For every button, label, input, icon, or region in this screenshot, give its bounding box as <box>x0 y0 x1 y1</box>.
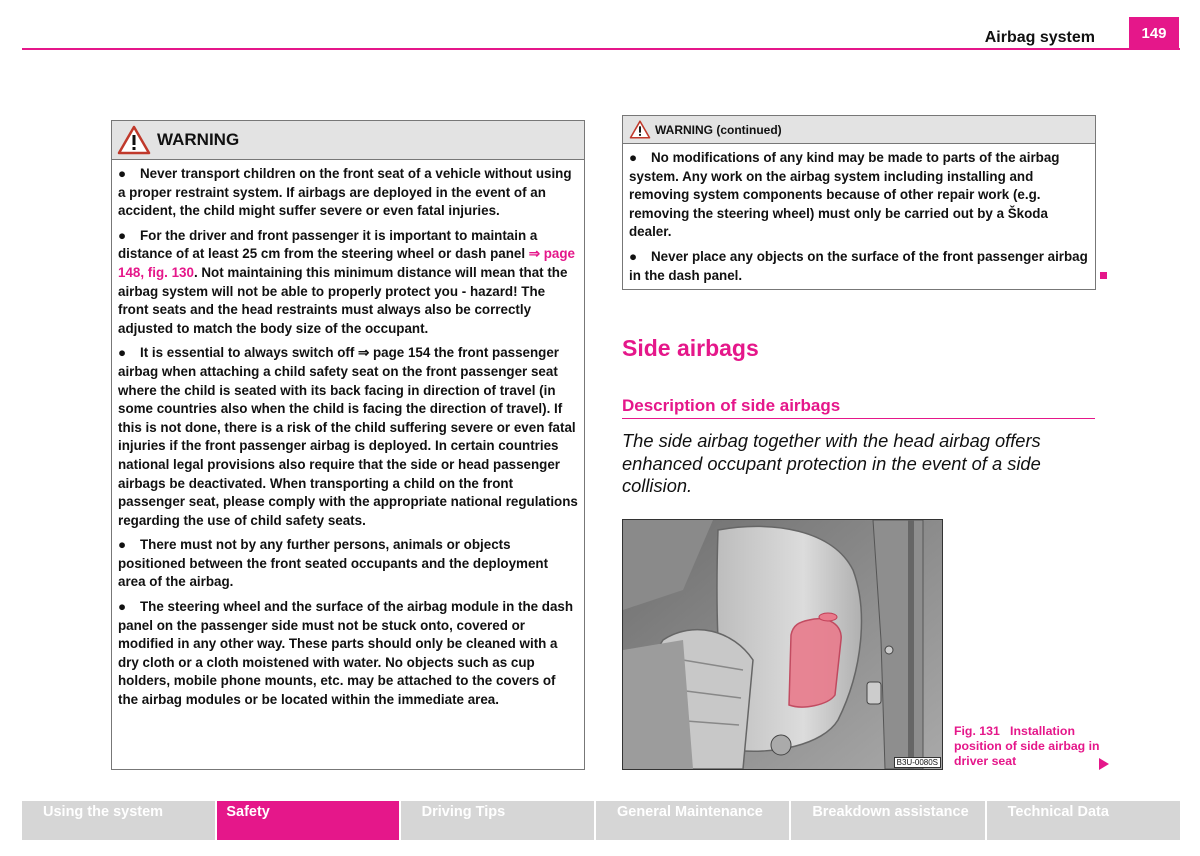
figure-caption <box>954 724 1104 769</box>
warning-item: ● It is essential to always switch off ⇒ page 154 the front passenger airbag when attaching a child safety seat on the front passenger seat where the child is seated with its back facing in direction of travel (in some countries also when the child is facing the direction of travel). If this is not done, there is a risk of the child suffering severe or even fatal injuries if the front passenger airbag is deployed. In certain countries national legal provisions also require that the side or head passenger airbags be deactivated. When transporting a child on the front passenger seat, please comply with the appropriate national regulations regarding the use of child safety seats. <box>118 345 578 528</box>
warning-item: ● There must not by any further persons, animals or objects positioned between the front seated occupants and the deployment area of the airbag. <box>118 537 549 590</box>
seat-illustration <box>622 519 943 770</box>
warning-continued-body <box>623 144 1095 295</box>
warning-item: ● Never transport children on the front seat of a vehicle without using a proper restraint system. If airbags are deployed in the event of an accident, the child might suffer severe or even fatal injuries. <box>118 166 572 219</box>
figure-caption-number: Fig. 131 <box>954 724 1000 738</box>
subheading: Description of side airbags <box>622 396 1095 419</box>
warning-item: ● For the driver and front passenger it is important to maintain a distance of at least 25 cm from the steering wheel or dash panel ⇒ page 148, fig. 130. Not maintaining this minimum distance will mean that the airbag system will not be able to properly protect you - hazard! The front seats and the head restraints must always also be correctly adjusted to match the body size of the occupant. <box>118 227 575 336</box>
intro-text: The side airbag together with the head airbag offers enhanced occupant protection in the event of a side collision. <box>622 430 1041 496</box>
warning-triangle-icon <box>117 125 151 155</box>
figure-code: B3U-0080S <box>894 757 941 768</box>
warning-title: WARNING <box>157 130 240 149</box>
bullet-icon: ● <box>118 227 127 243</box>
tab-driving-tips[interactable]: Driving Tips <box>401 801 594 840</box>
page-number: 149 <box>1129 17 1179 50</box>
header-divider <box>22 48 1180 50</box>
page-heading: Side airbags <box>622 335 759 361</box>
tab-general-maintenance[interactable]: General Maintenance <box>596 801 789 840</box>
footer-nav <box>22 801 1180 840</box>
next-page-arrow-icon[interactable] <box>1099 758 1109 770</box>
warning-triangle-icon <box>629 120 651 139</box>
warning-item: ● No modifications of any kind may be made to parts of the airbag system. Any work on the airbag system including installing and removing system components because of other repair work (e.g. removing the steering wheel) must only be carried out by a Škoda dealer. <box>629 150 1060 240</box>
page-reference-link[interactable]: ⇒ page 148, fig. 130 <box>118 246 575 280</box>
warning-body <box>112 160 584 720</box>
section-end-marker <box>1100 272 1107 279</box>
bullet-icon: ● <box>118 537 127 553</box>
section-title: Airbag system <box>984 29 1095 46</box>
warning-continued-header <box>623 116 1095 144</box>
warning-header <box>112 121 584 160</box>
warning-continued-box <box>622 115 1096 290</box>
warning-item: ● Never place any objects on the surface of the front passenger airbag in the dash panel. <box>629 248 1088 283</box>
warning-continued-title: WARNING (continued) <box>655 122 782 137</box>
bullet-icon: ● <box>629 248 638 264</box>
bullet-icon: ● <box>629 150 638 165</box>
bullet-icon: ● <box>118 345 127 361</box>
bullet-icon: ● <box>118 599 127 615</box>
bullet-icon: ● <box>118 166 127 181</box>
warning-item: ● The steering wheel and the surface of the airbag module in the dash panel on the passenger side must not be stuck onto, covered or modified in any other way. These parts should only be cleaned with a dry cloth or a cloth moistened with water. No objects such as cup holders, mobile phone mounts, etc. may be attached to the covers of the airbag modules or be located within the immediate area. <box>118 599 574 708</box>
figure-caption-text: Installation position of side airbag in driver seat <box>954 724 1100 768</box>
tab-technical-data[interactable]: Technical Data <box>987 801 1180 840</box>
tab-using-the-system[interactable]: Using the system <box>22 801 215 840</box>
tab-breakdown-assistance[interactable]: Breakdown assistance <box>791 801 984 840</box>
seat-drawing <box>623 520 942 769</box>
warning-box <box>111 120 585 770</box>
tab-safety[interactable]: Safety <box>217 801 398 840</box>
